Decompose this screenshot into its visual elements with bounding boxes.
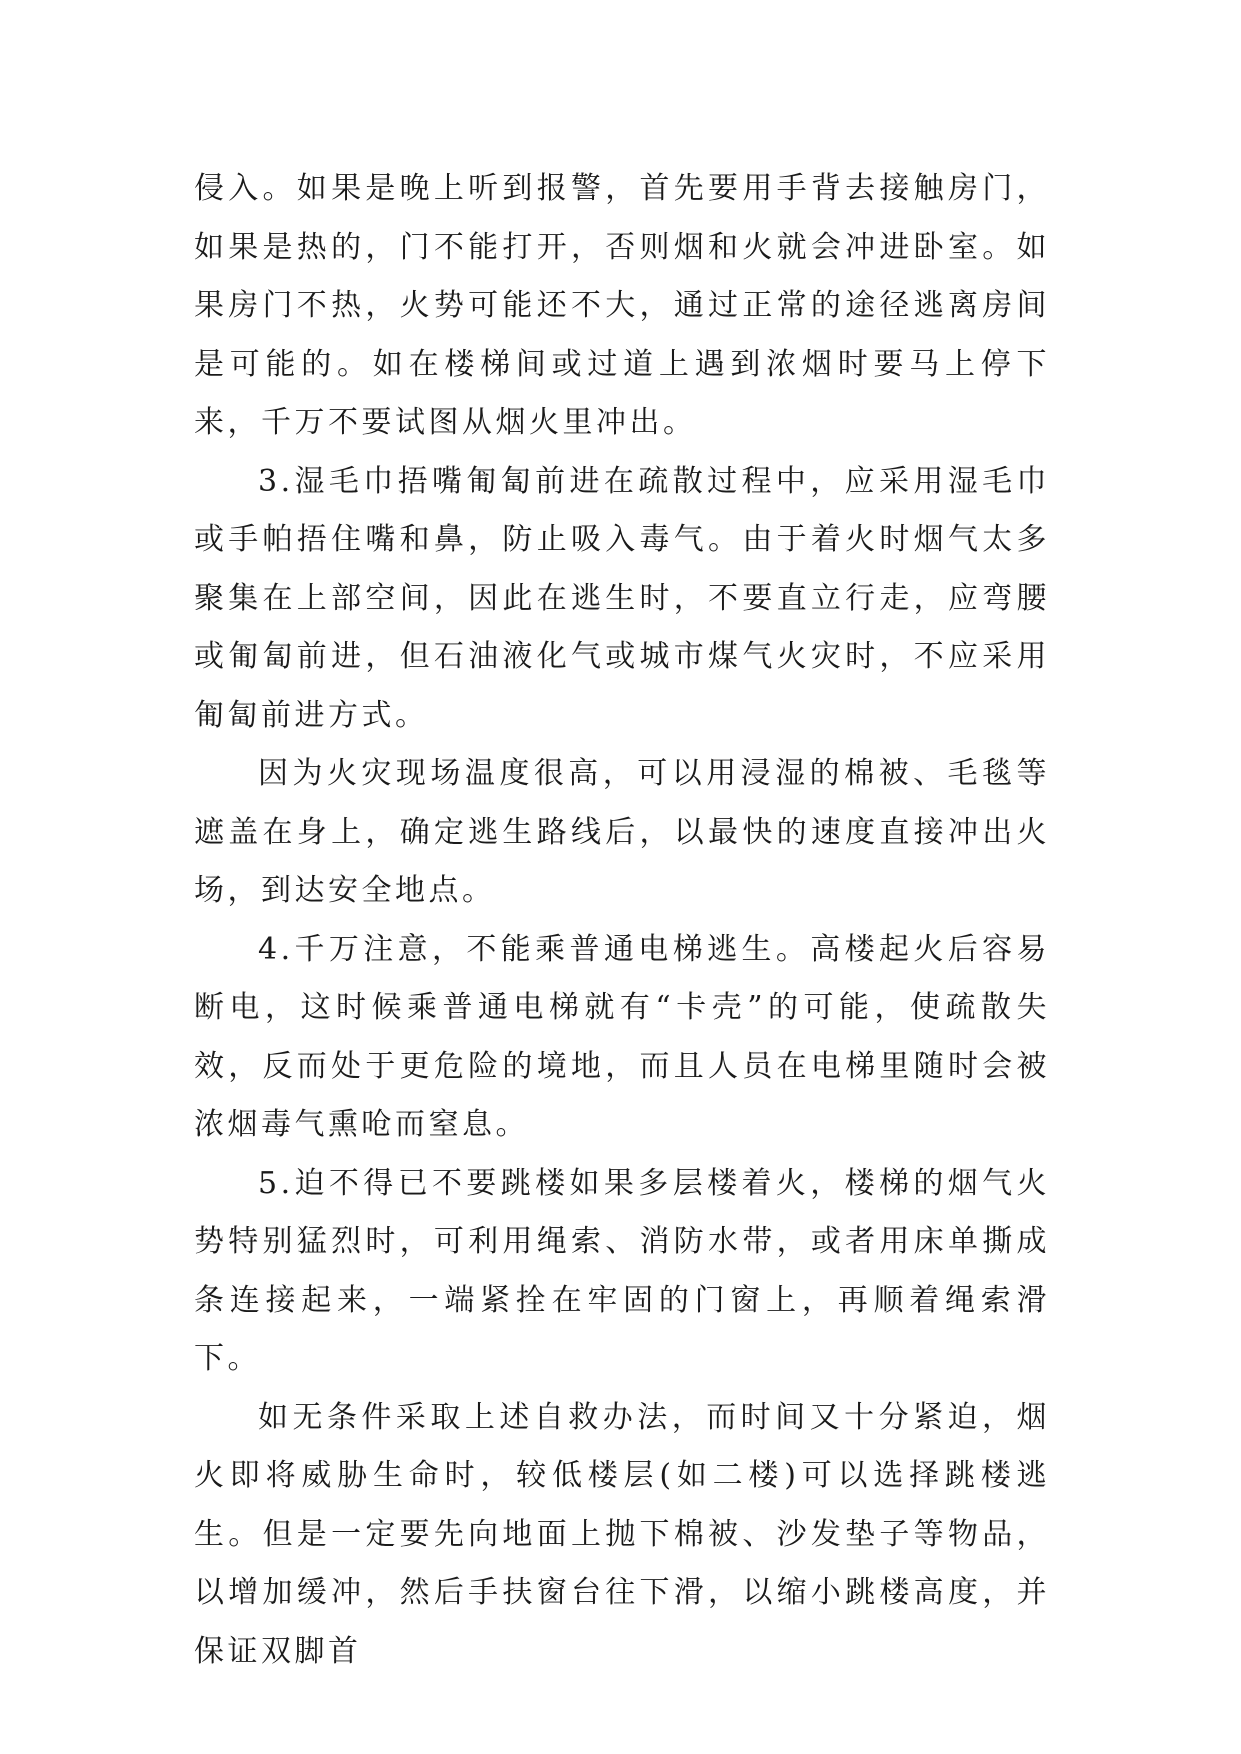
paragraph-jump-advice: 如无条件采取上述自救办法，而时间又十分紧迫，烟火即将威胁生命时，较低楼层(如二楼)可以选择跳楼逃生。但是一定要先向地面上抛下棉被、沙发垫子等物品，以增加缓冲，然后手扶窗台往下滑，以缩小跳楼高度，并保证双脚首 — [194, 1399, 1050, 1669]
document-body — [194, 160, 1050, 1681]
paragraph-item-5: 5.迫不得已不要跳楼如果多层楼着火，楼梯的烟气火势特别猛烈时，可利用绳索、消防水带，或者用床单撕成条连接起来，一端紧拴在牢固的门窗上，再顺着绳索滑下。 — [194, 1165, 1050, 1376]
paragraph-item-4: 4.千万注意，不能乘普通电梯逃生。高楼起火后容易断电，这时候乘普通电梯就有“卡壳”的可能，使疏散失效，反而处于更危险的境地，而且人员在电梯里随时会被浓烟毒气熏呛而窒息。 — [194, 931, 1050, 1142]
paragraph-continuation: 侵入。如果是晚上听到报警，首先要用手背去接触房门，如果是热的，门不能打开，否则烟和火就会冲进卧室。如果房门不热，火势可能还不大，通过正常的途径逃离房间是可能的。如在楼梯间或过道上遇到浓烟时要马上停下来，千万不要试图从烟火里冲出。 — [194, 171, 1050, 440]
paragraph-item-3: 3.湿毛巾捂嘴匍匐前进在疏散过程中，应采用湿毛巾或手帕捂住嘴和鼻，防止吸入毒气。由于着火时烟气太多聚集在上部空间，因此在逃生时，不要直立行走，应弯腰或匍匐前进，但石油液化气或城市煤气火灾时，不应采用匍匐前进方式。 — [194, 463, 1050, 733]
paragraph-cover-body: 因为火灾现场温度很高，可以用浸湿的棉被、毛毯等遮盖在身上，确定逃生路线后，以最快的速度直接冲出火场，到达安全地点。 — [194, 756, 1050, 908]
